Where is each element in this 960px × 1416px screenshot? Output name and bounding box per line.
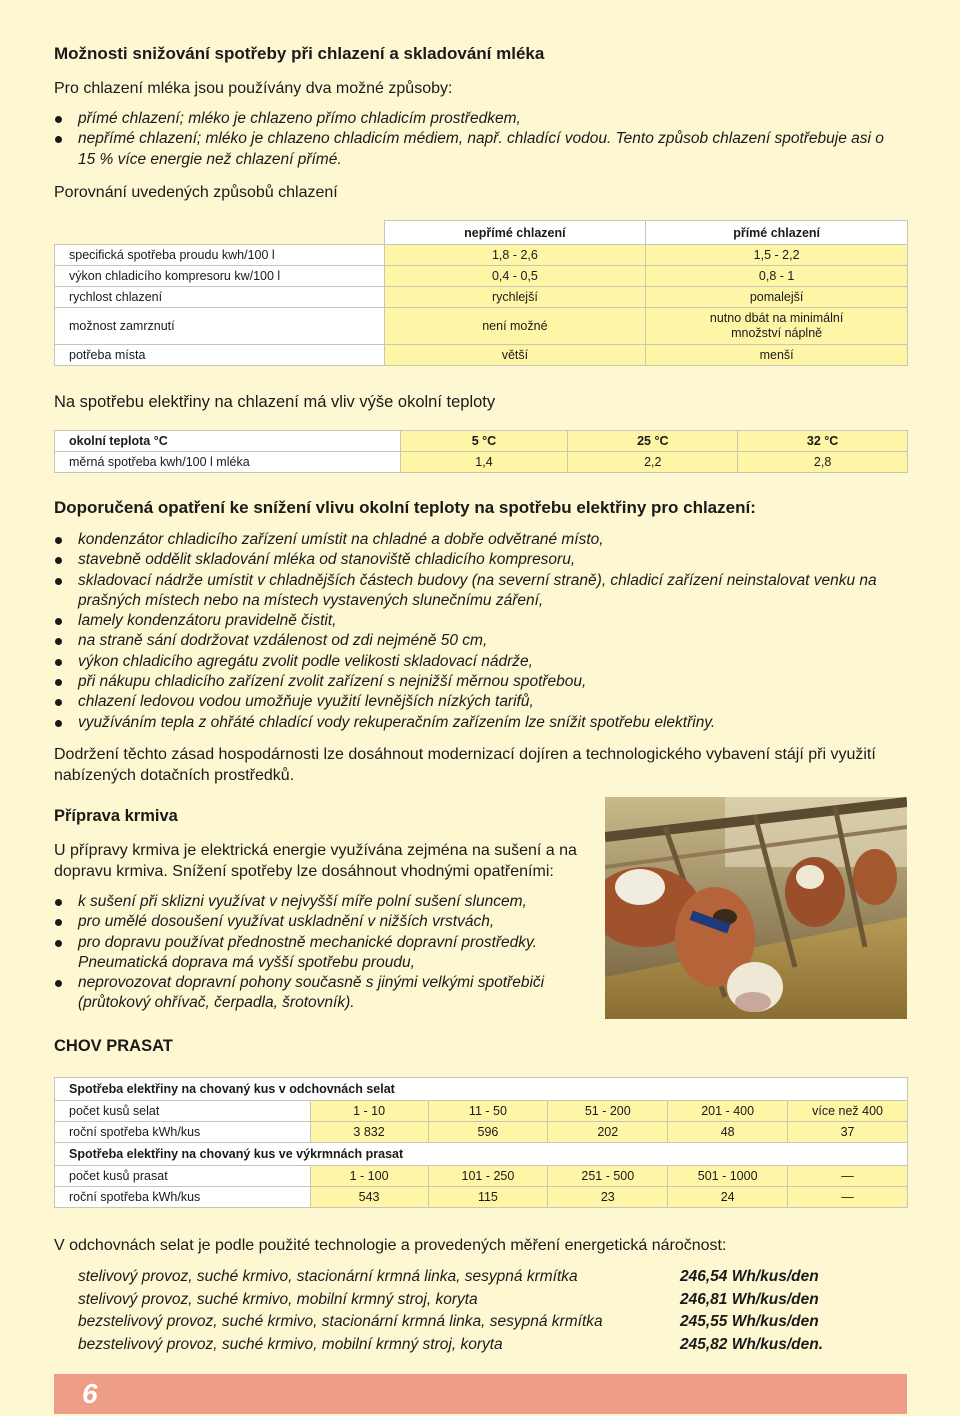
table-cell: 24 [668, 1187, 788, 1208]
list-item: skladovací nádrže umístit v chladnějších částech budovy (na severní straně), chladicí zařízení neinstalovat venku na prašných místech nebo na místech vystavených slunečnímu záření, [54, 571, 904, 612]
temperature-table [54, 430, 908, 473]
feed-preparation-intro: U přípravy krmiva je elektrická energie využívána zejména na sušení a na dopravu krmiva. Snížení spotřeby lze dosáhnout vhodnými opatřeními: [54, 842, 577, 880]
table-section-header: Spotřeba elektřiny na chovaný kus v odchovnách selat [55, 1078, 908, 1101]
table-cell: menší [646, 345, 908, 366]
table-row [55, 308, 908, 345]
list-item: využíváním tepla z ohřáté chladící vody rekuperačním zařízením lze snížit spotřebu elektřiny. [54, 713, 904, 733]
list-item: lamely kondenzátoru pravidelně čistit, [54, 611, 904, 631]
row-label: počet kusů selat [55, 1101, 311, 1122]
table-header-cell: 25 °C [568, 431, 738, 452]
table-cell: 2,8 [738, 452, 908, 473]
table-cell: 11 - 50 [428, 1101, 548, 1122]
row-label: počet kusů prasat [55, 1166, 311, 1187]
row-label: měrná spotřeba kwh/100 l mléka [55, 452, 401, 473]
energy-label: stelivový provoz, suché krmivo, mobilní krmný stroj, koryta [78, 1290, 478, 1308]
table-cell: 202 [548, 1122, 668, 1143]
cooling-intro: Pro chlazení mléka jsou používány dva možné způsoby: [54, 80, 453, 97]
table-cell: — [788, 1166, 908, 1187]
table-cell: 596 [428, 1122, 548, 1143]
table-cell: rychlejší [384, 287, 646, 308]
list-item: neprovozovat dopravní pohony současně s jinými velkými spotřebiči (průtokový ohřívač, čerpadla, šrotovník). [54, 973, 574, 1014]
table-row [55, 1187, 908, 1208]
table-cell: — [788, 1187, 908, 1208]
energy-value: 246,81 Wh/kus/den [680, 1290, 819, 1308]
list-item: k sušení při sklizni využívat v nejvyšší míře polní sušení sluncem, [54, 892, 574, 912]
list-item: výkon chladicího agregátu zvolit podle velikosti skladovací nádrže, [54, 652, 904, 672]
list-item: pro umělé dosoušení využívat uskladnění v nižších vrstvách, [54, 912, 574, 932]
pig-farming-title: CHOV PRASAT [54, 1037, 173, 1055]
energy-label: stelivový provoz, suché krmivo, stacionární krmná linka, sesypná krmítka [78, 1268, 578, 1285]
energy-label: bezstelivový provoz, suché krmivo, mobilní krmný stroj, koryta [78, 1335, 503, 1353]
table-cell: 2,2 [568, 452, 738, 473]
table-row [78, 1266, 858, 1289]
table-cell: více než 400 [788, 1101, 908, 1122]
table-row [55, 1143, 908, 1166]
table-cell: pomalejší [646, 287, 908, 308]
row-label: specifická spotřeba proudu kwh/100 l [55, 245, 385, 266]
table-header-cell: 32 °C [738, 431, 908, 452]
table-row [55, 287, 908, 308]
table-cell: 37 [788, 1122, 908, 1143]
recommendations-closing: Dodržení těchto zásad hospodárnosti lze dosáhnout modernizací dojíren a technologického vybavení stájí při využití nabízených dotačních prostředků. [54, 746, 876, 784]
table-row [55, 431, 908, 452]
table-header-cell: 5 °C [400, 431, 568, 452]
table-cell: nutno dbát na minimální množství náplně [646, 308, 908, 345]
piglet-energy-list [78, 1266, 858, 1356]
table-row [55, 1078, 908, 1101]
list-item: stavebně oddělit skladování mléka od stanoviště chladicího kompresoru, [54, 550, 904, 570]
row-label: možnost zamrznutí [55, 308, 385, 345]
list-item: na straně sání dodržovat vzdálenost od zdi nejméně 50 cm, [54, 631, 904, 651]
table-cell: 1 - 10 [310, 1101, 428, 1122]
cows-feeding-illustration [605, 797, 907, 1019]
table-cell: 0,8 - 1 [646, 266, 908, 287]
table-cell: 543 [310, 1187, 428, 1208]
list-item: nepřímé chlazení; mléko je chlazeno chladicím médiem, např. chladící vodou. Tento způsob chlazení spotřebuje asi o 15 % více energie než chlazení přímé. [54, 129, 894, 170]
piglet-energy-intro: V odchovnách selat je podle použité technologie a provedených měření energetická náročnost: [54, 1237, 727, 1254]
table-cell: 1,5 - 2,2 [646, 245, 908, 266]
section-title-cooling: Možnosti snižování spotřeby při chlazení a skladování mléka [54, 44, 545, 63]
table-cell: 101 - 250 [428, 1166, 548, 1187]
list-item: pro dopravu používat přednostně mechanické dopravní prostředky. Pneumatická doprava má vyšší spotřebu proudu, [54, 933, 574, 974]
table-cell: 251 - 500 [548, 1166, 668, 1187]
temperature-section-title: Na spotřebu elektřiny na chlazení má vliv výše okolní teploty [54, 393, 496, 411]
table-header-cell: okolní teplota °C [55, 431, 401, 452]
table-cell: 1,8 - 2,6 [384, 245, 646, 266]
table-header-cell: nepřímé chlazení [384, 221, 646, 245]
row-label: roční spotřeba kWh/kus [55, 1122, 311, 1143]
table-cell: 1 - 100 [310, 1166, 428, 1187]
footer-bar [54, 1374, 907, 1414]
table-row [55, 452, 908, 473]
table-cell: 0,4 - 0,5 [384, 266, 646, 287]
page-number: 6 [82, 1378, 98, 1409]
cooling-comparison-table [54, 220, 908, 366]
table-row [55, 345, 908, 366]
list-item: chlazení ledovou vodou umožňuje využití levnějších nízkých tarifů, [54, 692, 904, 712]
table-cell: 201 - 400 [668, 1101, 788, 1122]
energy-label: bezstelivový provoz, suché krmivo, stacionární krmná linka, sesypná krmítka [78, 1313, 603, 1330]
compare-title: Porovnání uvedených způsobů chlazení [54, 184, 338, 201]
energy-value: 246,54 Wh/kus/den [680, 1268, 819, 1285]
feed-preparation-list [54, 892, 574, 1014]
table-row [55, 266, 908, 287]
table-row [55, 1101, 908, 1122]
feed-preparation-title: Příprava krmiva [54, 807, 178, 825]
table-header-cell: přímé chlazení [646, 221, 908, 245]
table-cell: 501 - 1000 [668, 1166, 788, 1187]
cooling-methods-list [54, 109, 894, 170]
list-item: přímé chlazení; mléko je chlazeno přímo chladicím prostředkem, [54, 109, 894, 129]
table-cell: 1,4 [400, 452, 568, 473]
table-row [55, 1122, 908, 1143]
table-row [78, 1334, 858, 1357]
pig-energy-table [54, 1077, 908, 1208]
table-cell: větší [384, 345, 646, 366]
cows-feeding-photo [605, 797, 907, 1019]
table-row [55, 1166, 908, 1187]
table-cell: není možné [384, 308, 646, 345]
row-label: výkon chladicího kompresoru kw/100 l [55, 266, 385, 287]
energy-value: 245,82 Wh/kus/den. [680, 1335, 823, 1353]
table-cell: 23 [548, 1187, 668, 1208]
table-row [55, 245, 908, 266]
energy-value: 245,55 Wh/kus/den [680, 1313, 819, 1330]
table-cell: 51 - 200 [548, 1101, 668, 1122]
table-cell: 3 832 [310, 1122, 428, 1143]
recommendations-title: Doporučená opatření ke snížení vlivu okolní teploty na spotřebu elektřiny pro chlazení: [54, 498, 756, 517]
table-cell: 115 [428, 1187, 548, 1208]
table-row [78, 1311, 858, 1334]
list-item: při nákupu chladicího zařízení zvolit zařízení s nejnižší měrnou spotřebou, [54, 672, 904, 692]
list-item: kondenzátor chladicího zařízení umístit na chladné a dobře odvětrané místo, [54, 530, 904, 550]
table-row [55, 221, 908, 245]
row-label: roční spotřeba kWh/kus [55, 1187, 311, 1208]
row-label: rychlost chlazení [55, 287, 385, 308]
table-section-header: Spotřeba elektřiny na chovaný kus ve výkrmnách prasat [55, 1143, 908, 1166]
table-cell: 48 [668, 1122, 788, 1143]
recommendations-list [54, 530, 904, 733]
table-row [78, 1289, 858, 1312]
row-label: potřeba místa [55, 345, 385, 366]
